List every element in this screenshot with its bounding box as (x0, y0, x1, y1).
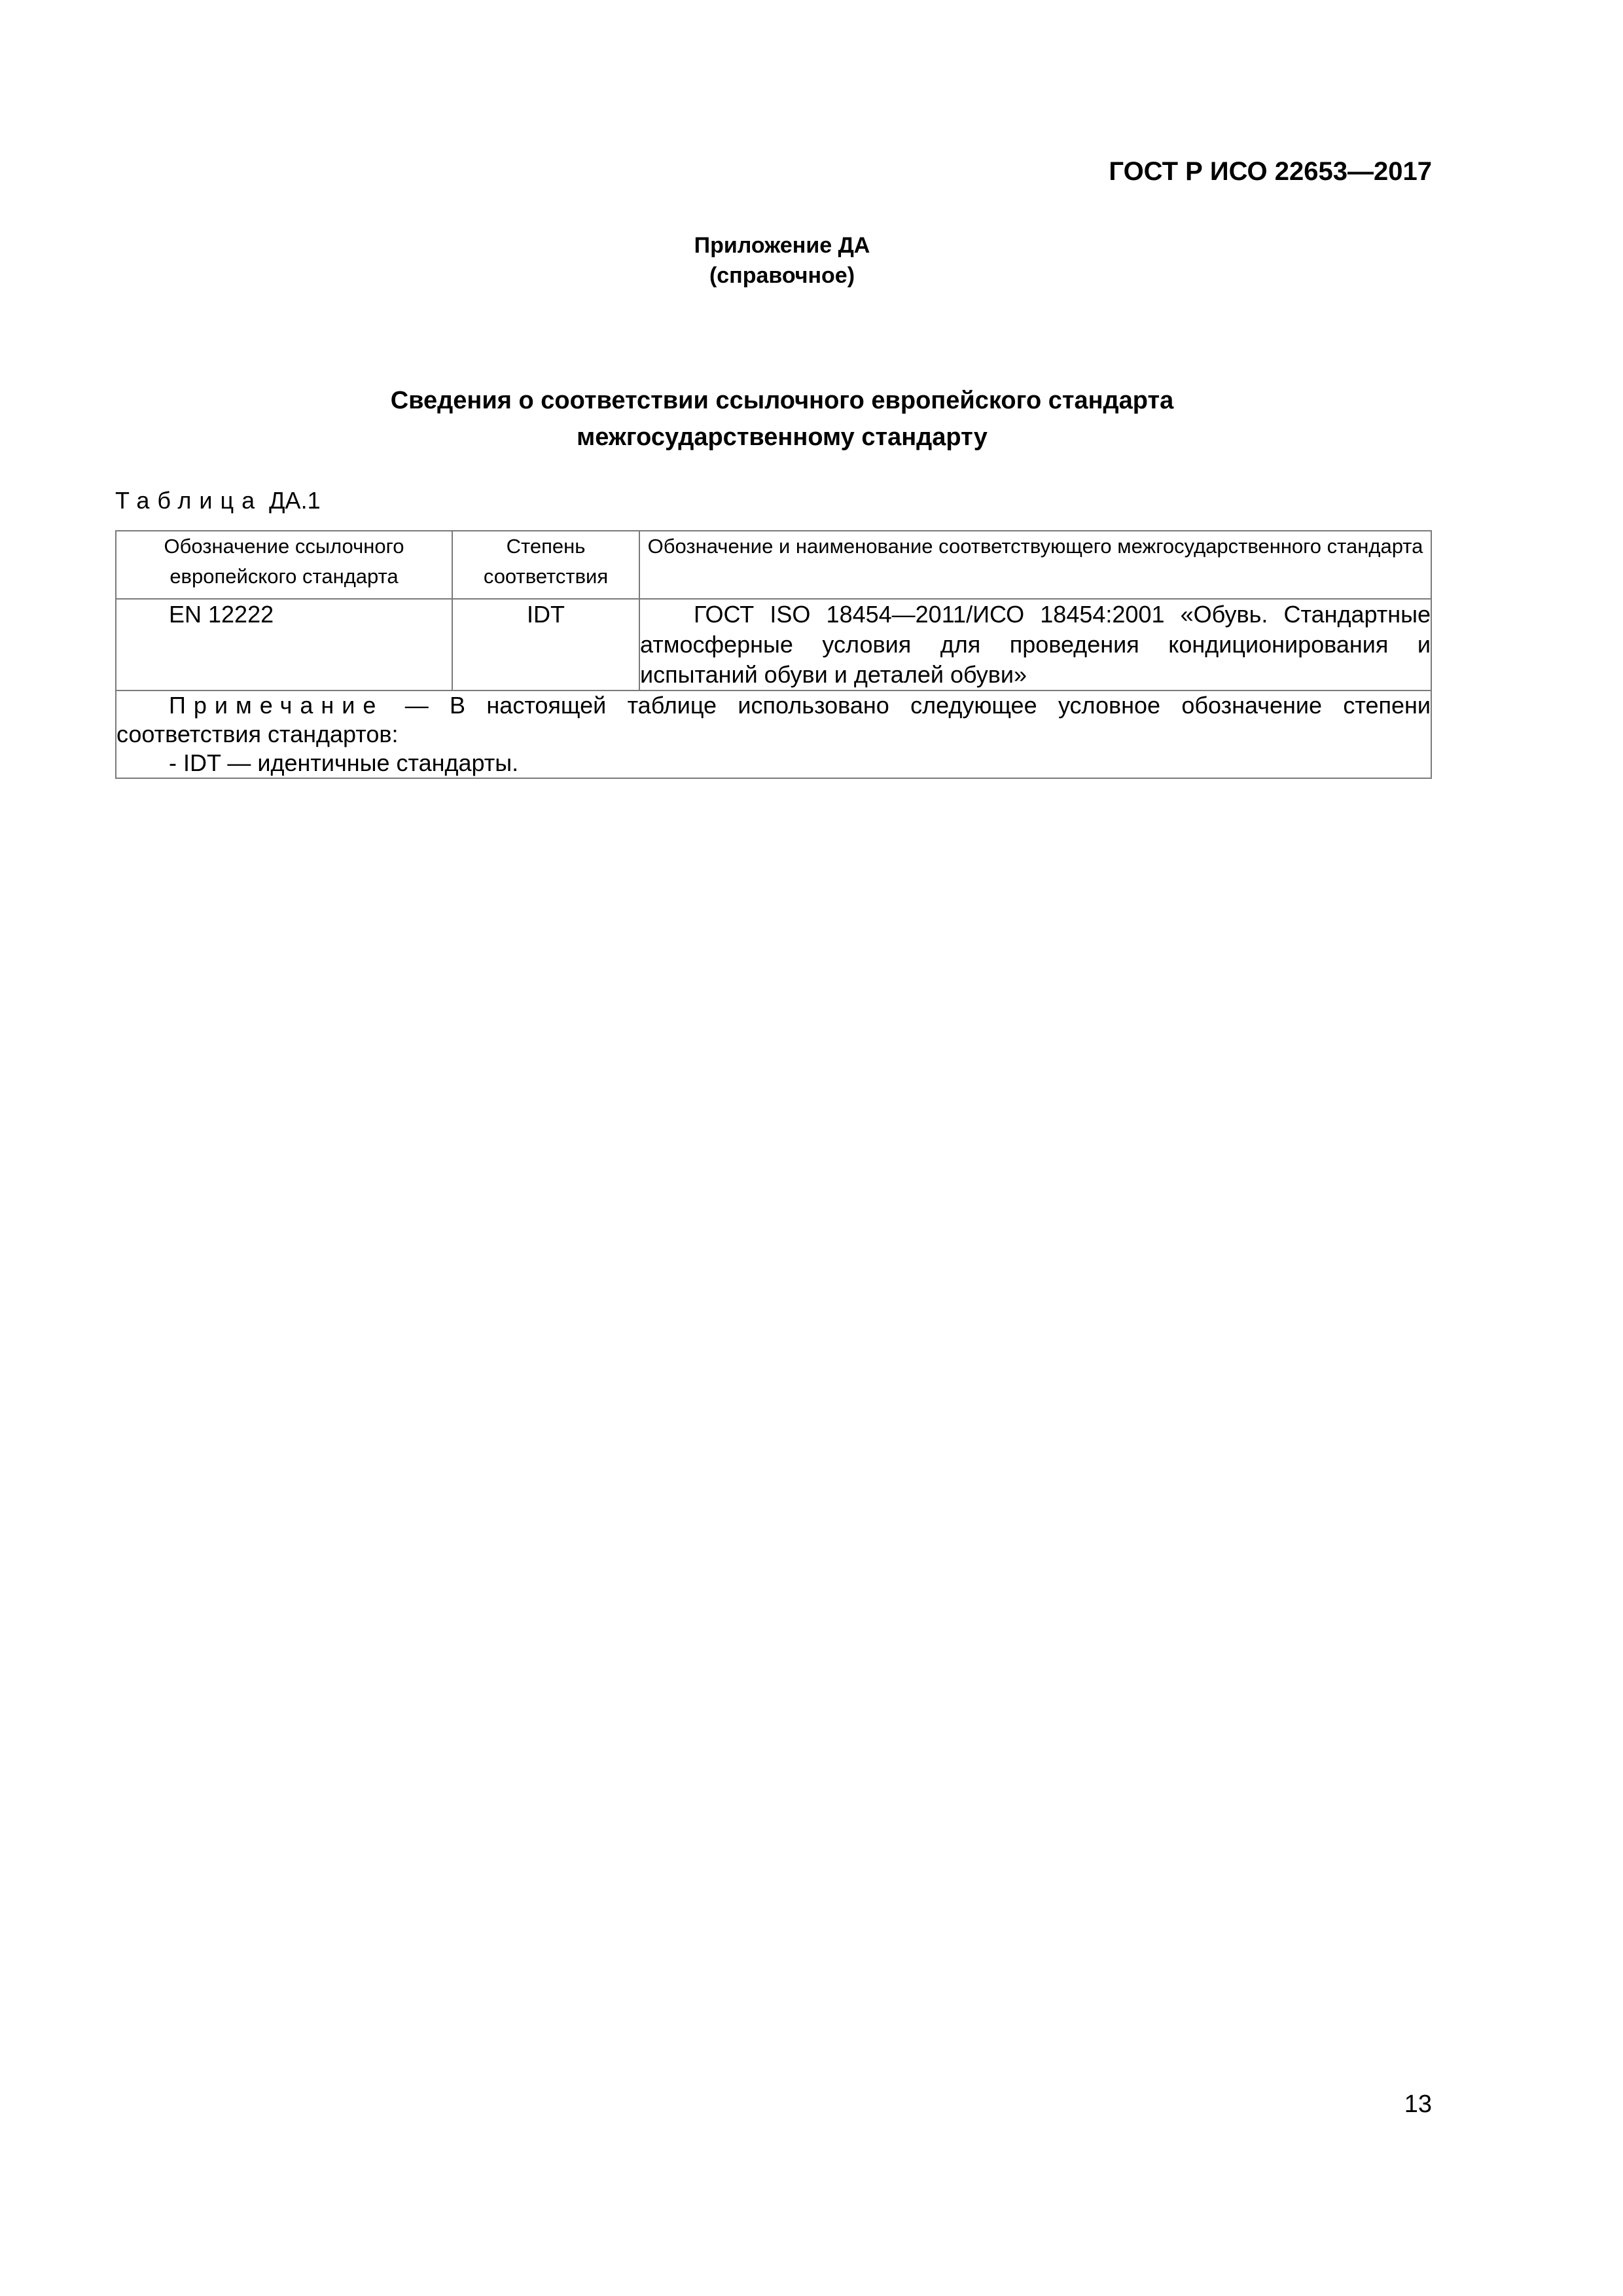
annex-title-line1: Сведения о соответствии ссылочного европейского стандарта (390, 387, 1174, 414)
note-label: Примечание (169, 692, 384, 719)
table-label (115, 487, 321, 514)
note-text-block (116, 691, 1431, 749)
table-label-number: ДА.1 (269, 487, 321, 514)
table-header-row (116, 531, 1431, 599)
table-label-word: Таблица (115, 487, 263, 514)
annex-title-line2: межгосударственному стандарту (577, 423, 988, 451)
header-degree: Степень соответствия (452, 531, 639, 599)
annex-heading (0, 230, 1564, 291)
note-item: - IDT — идентичные стандарты. (169, 749, 519, 776)
cell-ref-standard: EN 12222 (116, 599, 452, 691)
table-row (116, 599, 1431, 691)
note-text: — В настоящей таблице использовано следующее условное обозначение степени соответствия стандартов: (116, 692, 1431, 747)
cell-degree: IDT (452, 599, 639, 691)
annex-label: Приложение ДА (694, 233, 870, 258)
correspondence-table (115, 530, 1432, 779)
document-code: ГОСТ Р ИСО 22653—2017 (1109, 157, 1432, 186)
cell-national-standard: ГОСТ ISO 18454—2011/ИСО 18454:2001 «Обувь. Стандартные атмосферные условия для проведения кондиционирования и испытаний обуви и деталей обуви» (639, 599, 1431, 691)
annex-title (0, 382, 1564, 456)
table-note (116, 691, 1431, 778)
header-ref-standard: Обозначение ссылочного европейского стандарта (116, 531, 452, 599)
annex-kind: (справочное) (709, 263, 855, 288)
header-national-standard: Обозначение и наименование соответствующего межгосударственного стандарта (639, 531, 1431, 599)
page-number: 13 (1404, 2090, 1432, 2118)
table-note-row (116, 691, 1431, 778)
